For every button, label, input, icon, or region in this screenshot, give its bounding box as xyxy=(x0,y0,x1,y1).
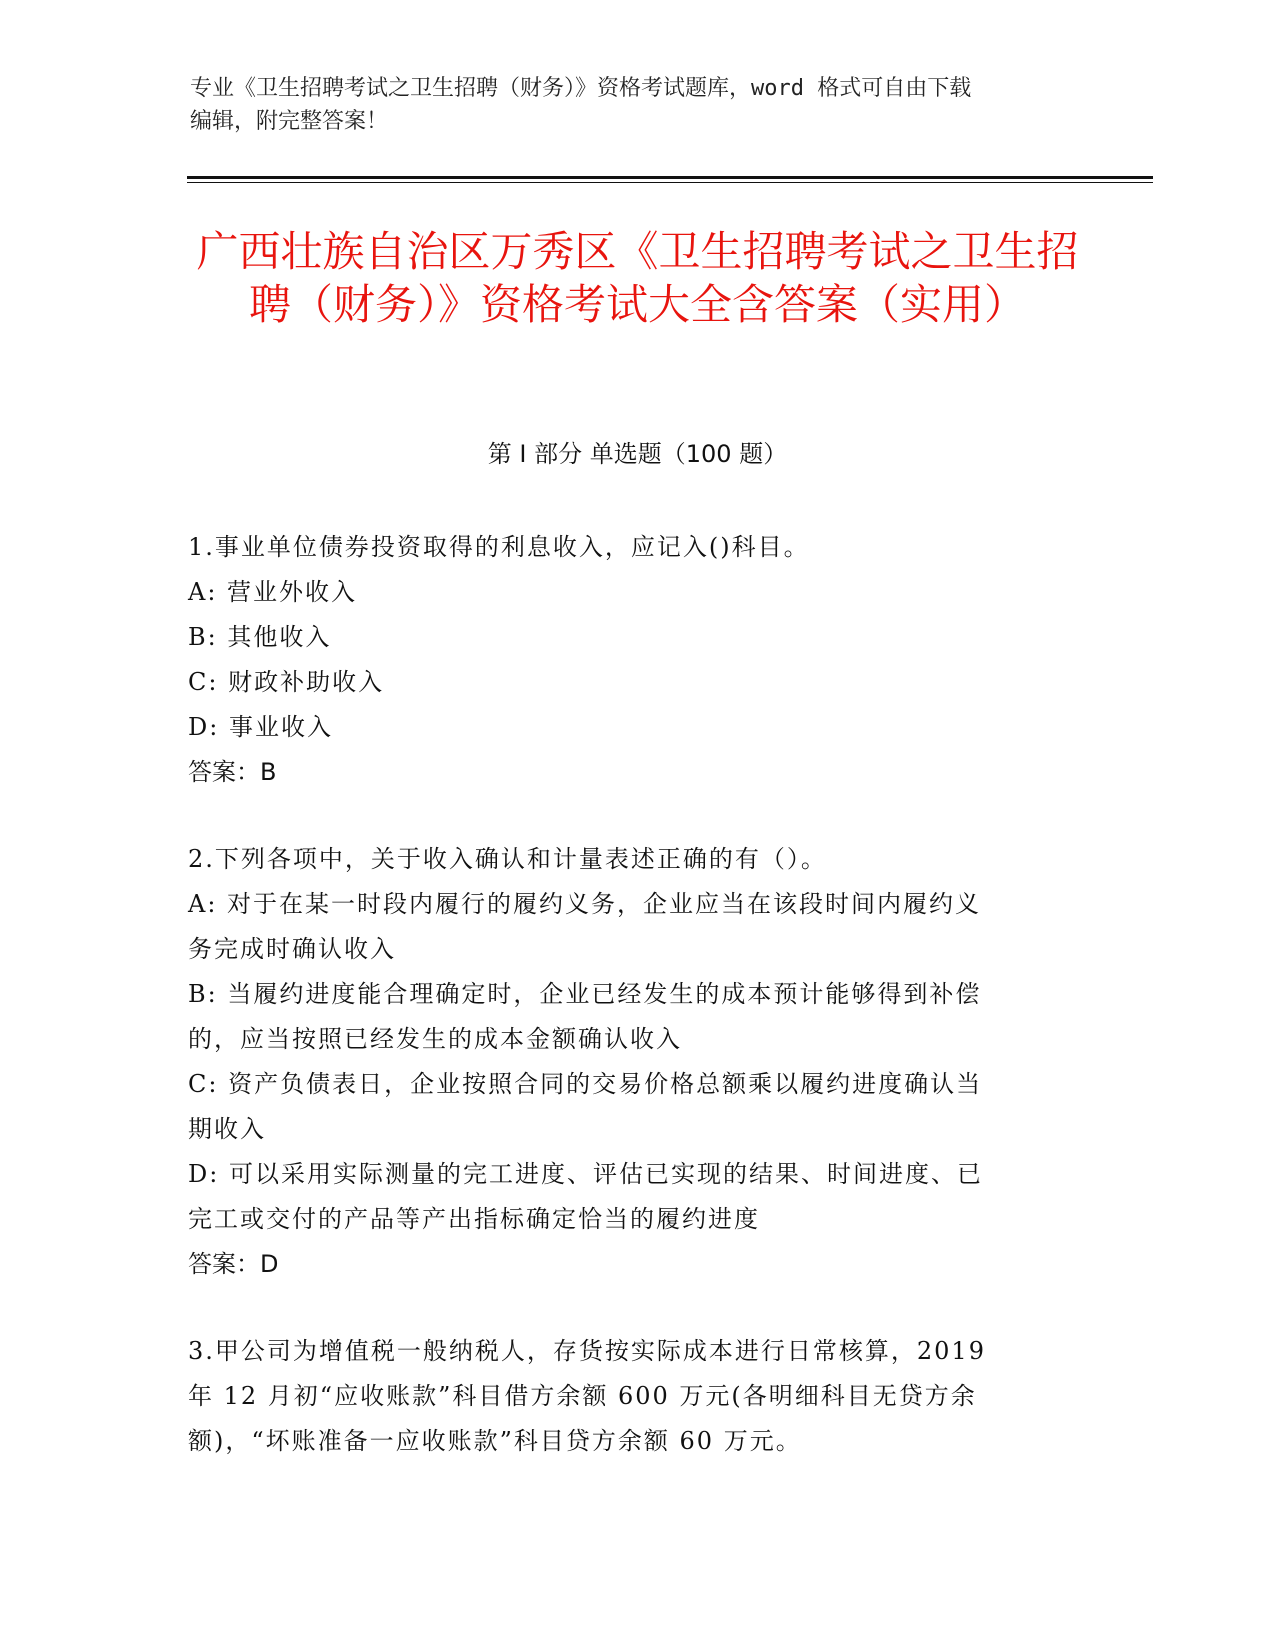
header-note-line: 编辑，附完整答案！ xyxy=(190,109,389,134)
answer-line: 答案：D xyxy=(188,1250,279,1278)
option-c: C: 资产负债表日，企业按照合同的交易价格总额乘以履约进度确认当 xyxy=(188,1070,983,1098)
question-3 xyxy=(188,1329,1088,1464)
question-list xyxy=(188,525,1088,1506)
header-note xyxy=(190,72,1070,138)
header-divider-thin xyxy=(187,182,1153,183)
option-c: C: 财政补助收入 xyxy=(188,668,385,696)
option-d-continued: 完工或交付的产品等产出指标确定恰当的履约进度 xyxy=(188,1205,760,1233)
question-stem-continued: 年 12 月初“应收账款”科目借方余额 600 万元(各明细科目无贷方余 xyxy=(188,1382,977,1410)
question-stem: 1.事业单位债券投资取得的利息收入，应记入()科目。 xyxy=(188,533,810,561)
document-title: 广西壮族自治区万秀区《卫生招聘考试之卫生招聘（财务）》资格考试大全含答案（实用） xyxy=(196,227,1079,329)
answer-line: 答案：B xyxy=(188,758,277,786)
section-heading: 第 I 部分 单选题（100 题） xyxy=(487,440,788,468)
option-c-continued: 期收入 xyxy=(188,1115,266,1143)
question-stem: 3.甲公司为增值税一般纳税人，存货按实际成本进行日常核算，2019 xyxy=(188,1337,986,1365)
option-d: D: 事业收入 xyxy=(188,713,333,741)
header-divider-thick xyxy=(187,176,1153,179)
option-b-continued: 的，应当按照已经发生的成本金额确认收入 xyxy=(188,1025,682,1053)
question-stem-continued: 额)，“坏账准备一应收账款”科目贷方余额 60 万元。 xyxy=(188,1427,802,1455)
option-b: B: 当履约进度能合理确定时，企业已经发生的成本预计能够得到补偿 xyxy=(188,980,982,1008)
option-a: A: 营业外收入 xyxy=(188,578,358,606)
question-2 xyxy=(188,837,1088,1287)
header-note-line: 专业《卫生招聘考试之卫生招聘（财务）》资格考试题库，word 格式可自由下载 xyxy=(190,76,972,101)
option-a-continued: 务完成时确认收入 xyxy=(188,935,396,963)
question-1 xyxy=(188,525,1088,795)
option-a: A: 对于在某一时段内履行的履约义务，企业应当在该段时间内履约义 xyxy=(188,890,982,918)
option-d: D: 可以采用实际测量的完工进度、评估已实现的结果、时间进度、已 xyxy=(188,1160,983,1188)
question-stem: 2.下列各项中，关于收入确认和计量表述正确的有（）。 xyxy=(188,845,827,873)
option-b: B: 其他收入 xyxy=(188,623,332,651)
